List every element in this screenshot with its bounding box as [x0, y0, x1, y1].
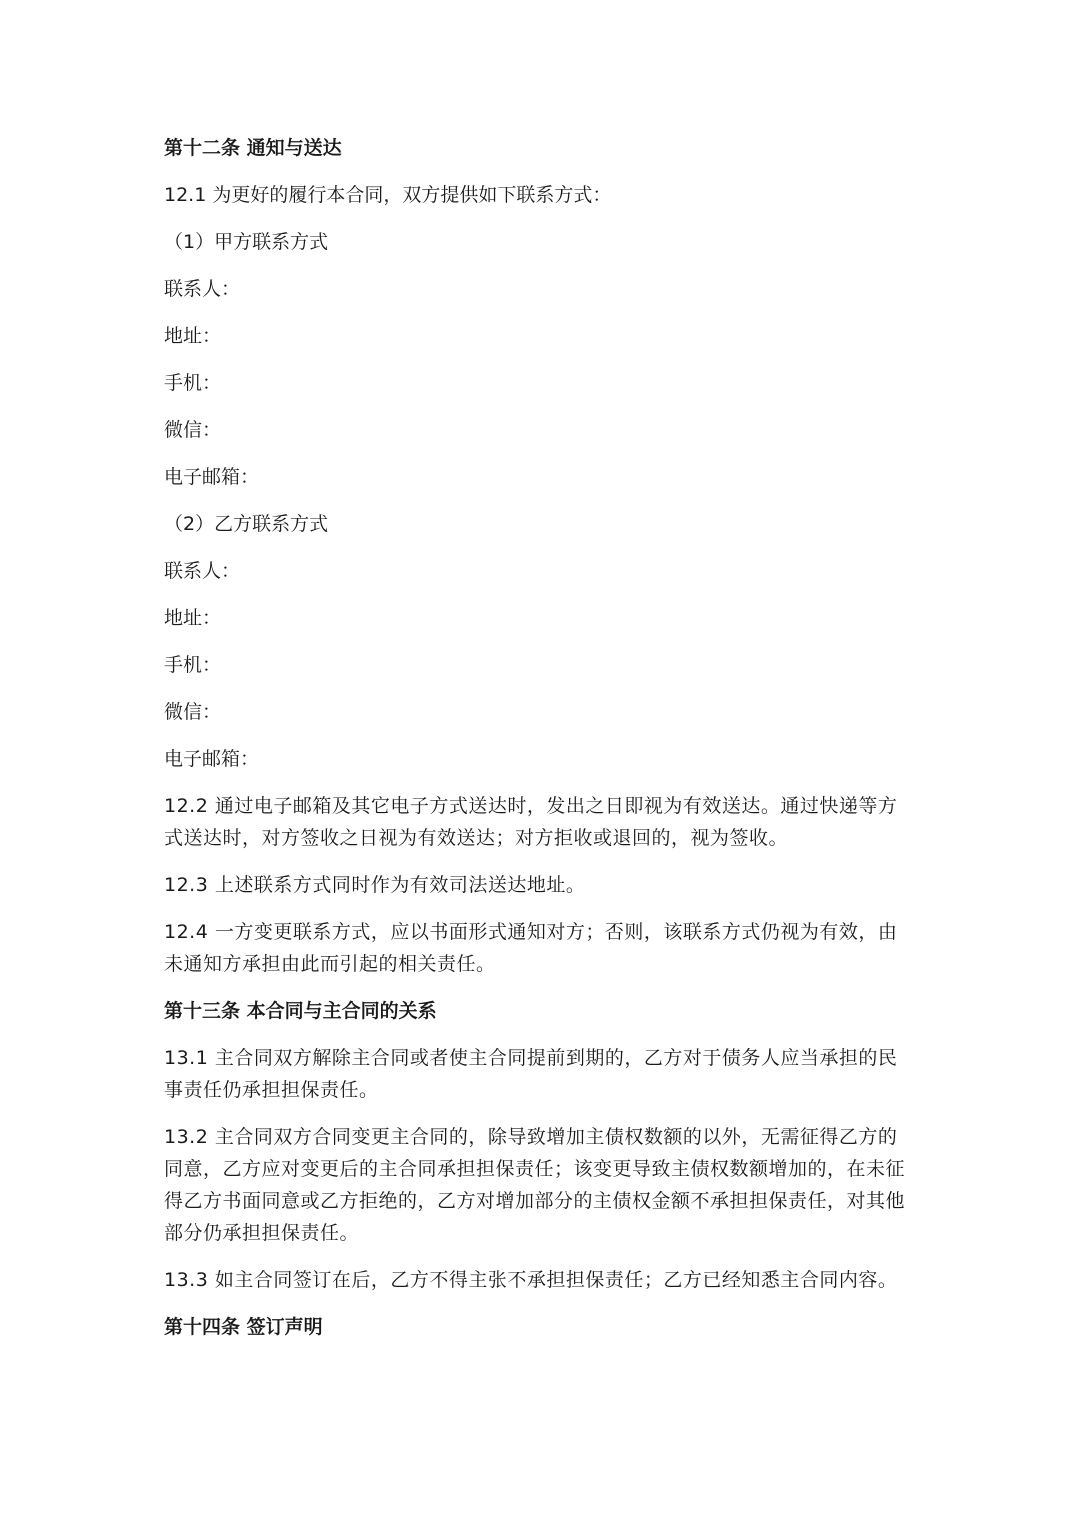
party-b-email: 电子邮箱：	[164, 748, 260, 770]
clause-12-2: 12.2 通过电子邮箱及其它电子方式送达时，发出之日即视为有效送达。通过快递等方式送达时，对方签收之日视为有效送达；对方拒收或退回的，视为签收。	[164, 795, 898, 849]
section-12-heading: 第十二条 通知与送达	[164, 137, 342, 159]
clause-12-1: 12.1 为更好的履行本合同，双方提供如下联系方式：	[164, 184, 612, 206]
party-b-wechat: 微信：	[164, 701, 222, 723]
party-b-contact: 联系人：	[164, 560, 241, 582]
section-14-heading: 第十四条 签订声明	[164, 1316, 323, 1338]
section-13-heading: 第十三条 本合同与主合同的关系	[164, 1000, 437, 1022]
party-b-address: 地址：	[164, 607, 222, 629]
clause-12-4: 12.4 一方变更联系方式，应以书面形式通知对方；否则，该联系方式仍视为有效，由未通知方承担由此而引起的相关责任。	[164, 921, 898, 975]
party-a-mobile: 手机：	[164, 372, 222, 394]
party-a-title: （1）甲方联系方式	[164, 231, 329, 253]
clause-13-1: 13.1 主合同双方解除主合同或者使主合同提前到期的，乙方对于债务人应当承担的民事责任仍承担担保责任。	[164, 1047, 898, 1101]
clause-13-3: 13.3 如主合同签订在后，乙方不得主张不承担担保责任；乙方已经知悉主合同内容。	[164, 1269, 898, 1291]
party-b-title: （2）乙方联系方式	[164, 513, 329, 535]
party-a-address: 地址：	[164, 325, 222, 347]
party-a-wechat: 微信：	[164, 419, 222, 441]
party-b-mobile: 手机：	[164, 654, 222, 676]
clause-12-3: 12.3 上述联系方式同时作为有效司法送达地址。	[164, 874, 586, 896]
party-a-email: 电子邮箱：	[164, 466, 260, 488]
party-a-contact: 联系人：	[164, 278, 241, 300]
clause-13-2: 13.2 主合同双方合同变更主合同的，除导致增加主债权数额的以外，无需征得乙方的同意，乙方应对变更后的主合同承担担保责任；该变更导致主债权数额增加的，在未征得乙方书面同意或乙方拒绝的，乙方对增加部分的主债权金额不承担担保责任，对其他部分仍承担担保责任。	[164, 1126, 906, 1244]
